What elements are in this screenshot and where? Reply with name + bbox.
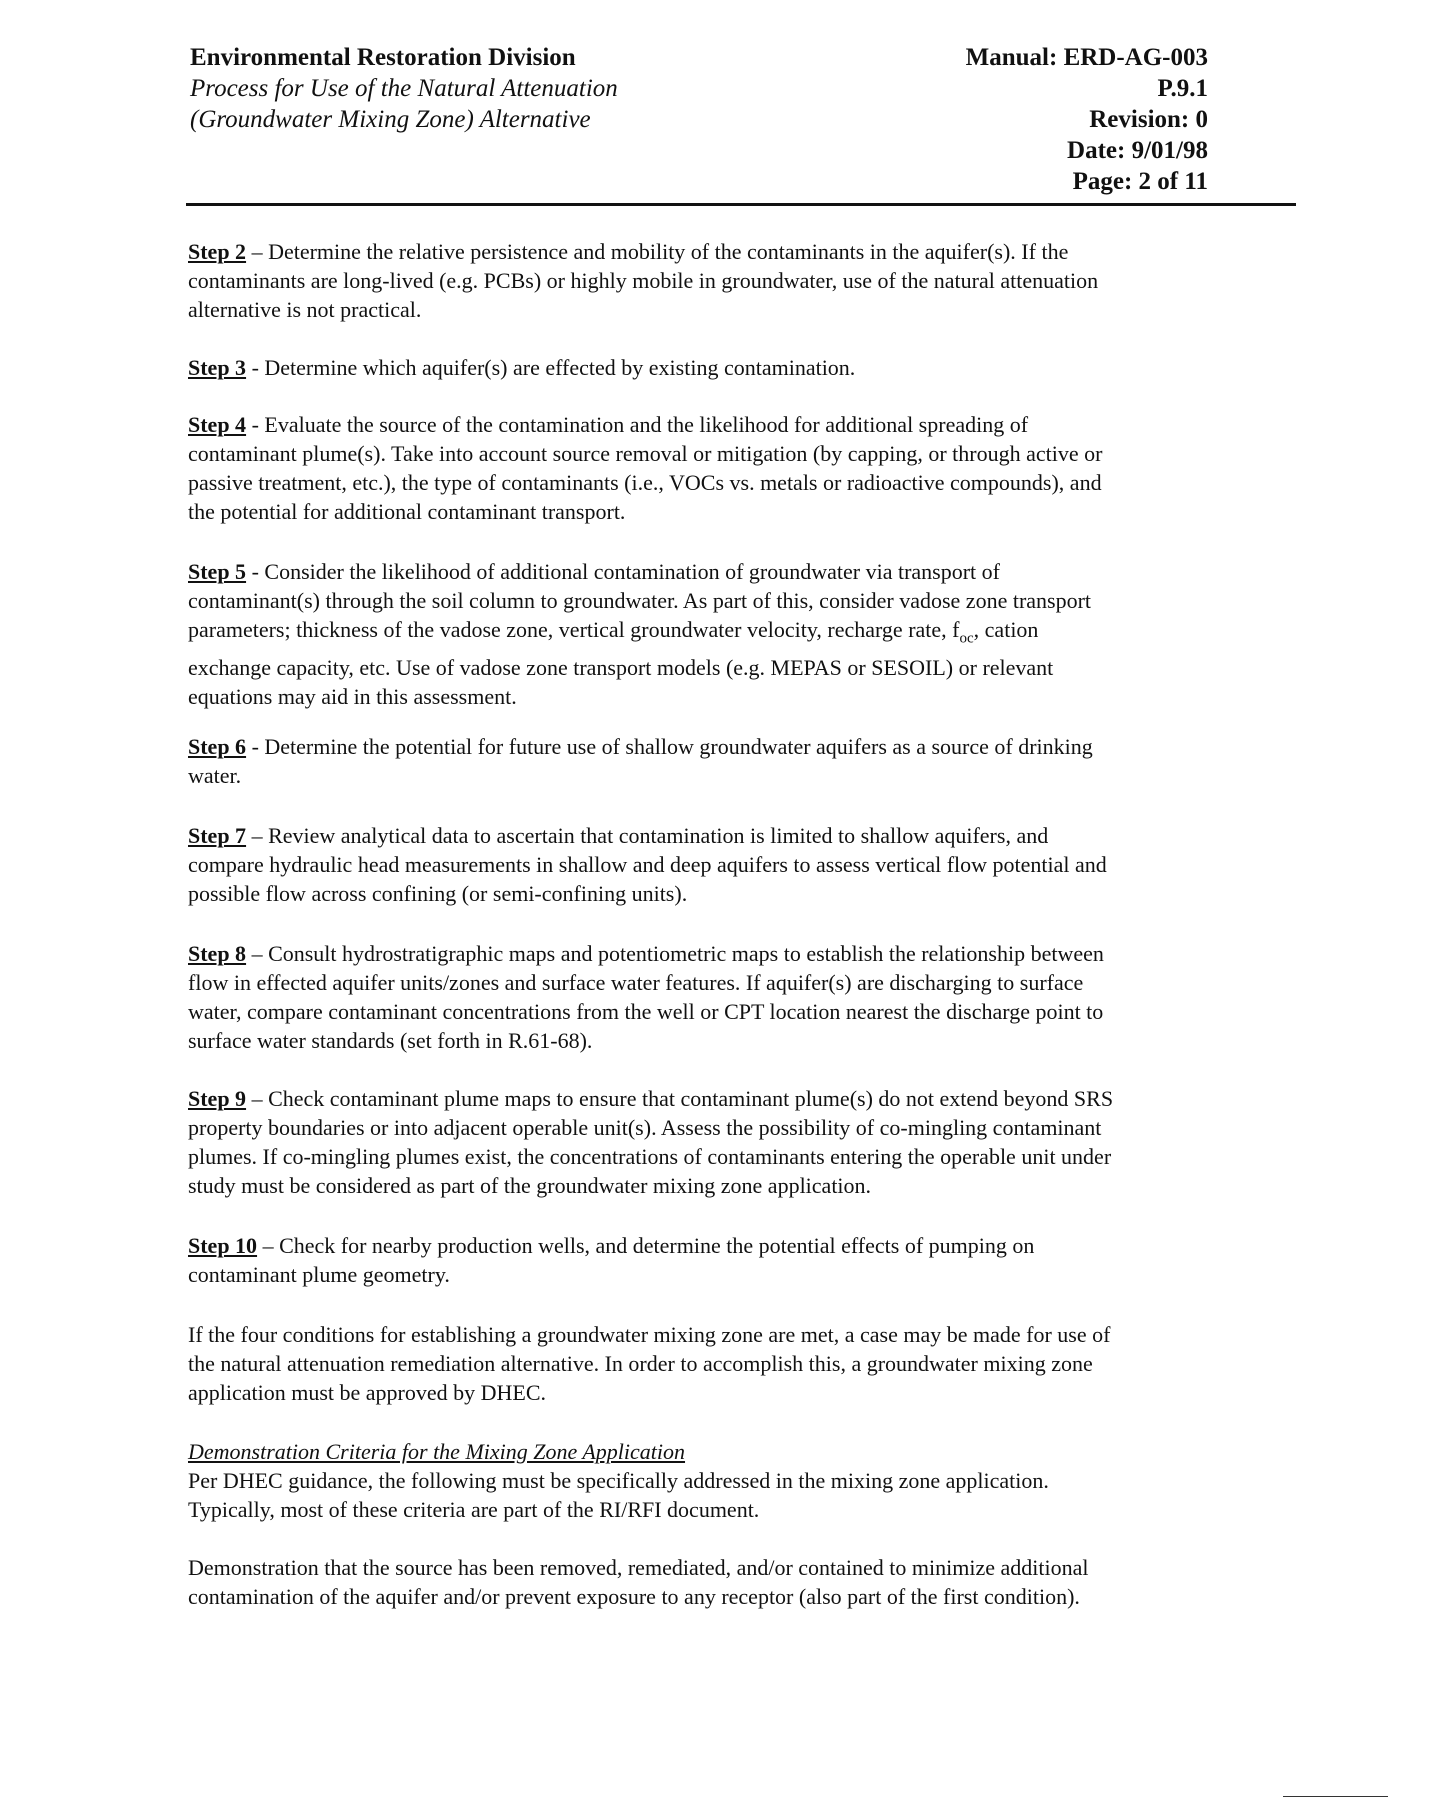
step-label: Step 10 (188, 1233, 258, 1258)
step-label: Step 7 (188, 823, 247, 848)
step-paragraph (188, 939, 1104, 1055)
step-label: Step 3 (188, 355, 247, 380)
step-label: Step 2 (188, 239, 247, 264)
step-text: alternative is not practical. (188, 297, 422, 322)
step-text: contaminants are long-lived (e.g. PCBs) or highly mobile in groundwater, use of the natural attenuation (188, 268, 1099, 293)
step-text: - Consider the likelihood of additional contamination of groundwater via transport of (246, 559, 1000, 584)
text-line: Demonstration that the source has been removed, remediated, and/or contained to minimize additional (188, 1555, 1089, 1580)
step-paragraph (188, 732, 1093, 790)
step-text: – Check for nearby production wells, and determine the potential effects of pumping on (257, 1233, 1035, 1258)
step-text: contaminant(s) through the soil column to groundwater. As part of this, consider vadose zone transport (188, 588, 1092, 613)
step-paragraph (188, 557, 1091, 711)
step-label: Step 6 (188, 734, 247, 759)
step-text: contaminant plume(s). Take into account source removal or mitigation (by capping, or through active or (188, 441, 1103, 466)
text-line (188, 237, 1098, 266)
document-title-line2: (Groundwater Mixing Zone) Alternative (190, 106, 591, 133)
text-line (188, 586, 1091, 615)
text-line (188, 653, 1091, 682)
text-line (188, 1171, 1113, 1200)
division-name: Environmental Restoration Division (190, 44, 576, 71)
section-number: P.9.1 (1157, 75, 1208, 102)
text-line (188, 968, 1104, 997)
header-divider (186, 203, 1296, 206)
step-text: passive treatment, etc.), the type of contaminants (i.e., VOCs vs. metals or radioactive compounds), and (188, 470, 1102, 495)
text-line (188, 1026, 1104, 1055)
text-line (188, 879, 1107, 908)
text-line (188, 1142, 1113, 1171)
step-text: – Check contaminant plume maps to ensure that contaminant plume(s) do not extend beyond SRS (246, 1086, 1114, 1111)
step-text: flow in effected aquifer units/zones and surface water features. If aquifer(s) are discharging to surface (188, 970, 1084, 995)
step-text: – Review analytical data to ascertain that contamination is limited to shallow aquifers, and (246, 823, 1049, 848)
text-line: Typically, most of these criteria are part of the RI/RFI document. (188, 1497, 760, 1522)
step-text: parameters; thickness of the vadose zone, vertical groundwater velocity, recharge rate, f (188, 617, 960, 642)
step-text: water. (188, 763, 242, 788)
step-paragraph (188, 1084, 1113, 1200)
step-text: equations may aid in this assessment. (188, 684, 517, 710)
step-text: the potential for additional contaminant transport. (188, 499, 626, 524)
text-line (188, 353, 855, 382)
date: Date: 9/01/98 (1067, 137, 1208, 164)
text-line (188, 850, 1107, 879)
criteria-heading: Demonstration Criteria for the Mixing Zone Application (188, 1439, 686, 1464)
text-line (188, 410, 1102, 439)
text-line: the natural attenuation remediation alternative. In order to accomplish this, a groundwater mixing zone (188, 1351, 1093, 1376)
header-right (966, 42, 1208, 197)
step-text: , cation (973, 617, 1039, 642)
footer-rule (1283, 1796, 1388, 1797)
step-text: - Determine the potential for future use of shallow groundwater aquifers as a source of drinking (246, 734, 1093, 759)
step-paragraph (188, 821, 1107, 908)
text-line (188, 295, 1098, 324)
text-line (188, 1260, 1034, 1289)
step-text: possible flow across confining (or semi-confining units). (188, 881, 688, 906)
step-text: exchange capacity, etc. Use of vadose zone transport models (e.g. MEPAS or SESOIL) or relevant (188, 655, 1054, 681)
text-line (188, 1231, 1034, 1260)
criteria-section (188, 1437, 1049, 1524)
revision: Revision: 0 (1089, 106, 1208, 133)
step-text: surface water standards (set forth in R.61-68). (188, 1028, 593, 1053)
document-title-line1: Process for Use of the Natural Attenuation (190, 75, 618, 102)
text-line (188, 997, 1104, 1026)
text-line (188, 939, 1104, 968)
text-line (188, 497, 1102, 526)
text-line (188, 682, 1091, 711)
criteria-item (188, 1553, 1089, 1611)
text-line: contamination of the aquifer and/or prevent exposure to any receptor (also part of the first condition). (188, 1584, 1080, 1609)
text-line (188, 468, 1102, 497)
text-line (188, 615, 1091, 653)
step-text: – Determine the relative persistence and mobility of the contaminants in the aquifer(s). If the (246, 239, 1069, 264)
step-text: compare hydraulic head measurements in shallow and deep aquifers to assess vertical flow potential and (188, 852, 1107, 877)
text-line (188, 1113, 1113, 1142)
step-text: - Evaluate the source of the contamination and the likelihood for additional spreading of (246, 412, 1029, 437)
step-text: study must be considered as part of the groundwater mixing zone application. (188, 1173, 872, 1198)
text-line (188, 821, 1107, 850)
page-number: Page: 2 of 11 (1072, 168, 1208, 195)
step-label: Step 8 (188, 941, 247, 966)
text-line (188, 732, 1093, 761)
text-line (188, 557, 1091, 586)
step-label: Step 5 (188, 559, 247, 584)
text-line (188, 439, 1102, 468)
step-paragraph (188, 410, 1102, 526)
step-text: property boundaries or into adjacent operable unit(s). Assess the possibility of co-mingling contaminant (188, 1115, 1102, 1140)
text-line: Per DHEC guidance, the following must be specifically addressed in the mixing zone application. (188, 1468, 1049, 1493)
step-text: contaminant plume geometry. (188, 1262, 450, 1287)
step-label: Step 4 (188, 412, 247, 437)
text-line: application must be approved by DHEC. (188, 1380, 547, 1405)
text-line (188, 266, 1098, 295)
header-left (190, 42, 618, 135)
step-text: water, compare contaminant concentrations from the well or CPT location nearest the discharge point to (188, 999, 1104, 1024)
text-line (188, 1084, 1113, 1113)
step-paragraph (188, 1231, 1034, 1289)
text-line (188, 761, 1093, 790)
text-line: If the four conditions for establishing a groundwater mixing zone are met, a case may be made for use of (188, 1322, 1111, 1347)
step-paragraph (188, 237, 1098, 324)
step-paragraph (188, 353, 855, 382)
conclusion-paragraph (188, 1320, 1110, 1407)
manual-number: Manual: ERD-AG-003 (965, 44, 1208, 71)
subscript: oc (959, 630, 974, 647)
step-text: - Determine which aquifer(s) are effected by existing contamination. (246, 355, 856, 380)
step-text: – Consult hydrostratigraphic maps and potentiometric maps to establish the relationship between (246, 941, 1104, 966)
step-label: Step 9 (188, 1086, 247, 1111)
step-text: plumes. If co-mingling plumes exist, the concentrations of contaminants entering the operable unit under (188, 1144, 1112, 1169)
